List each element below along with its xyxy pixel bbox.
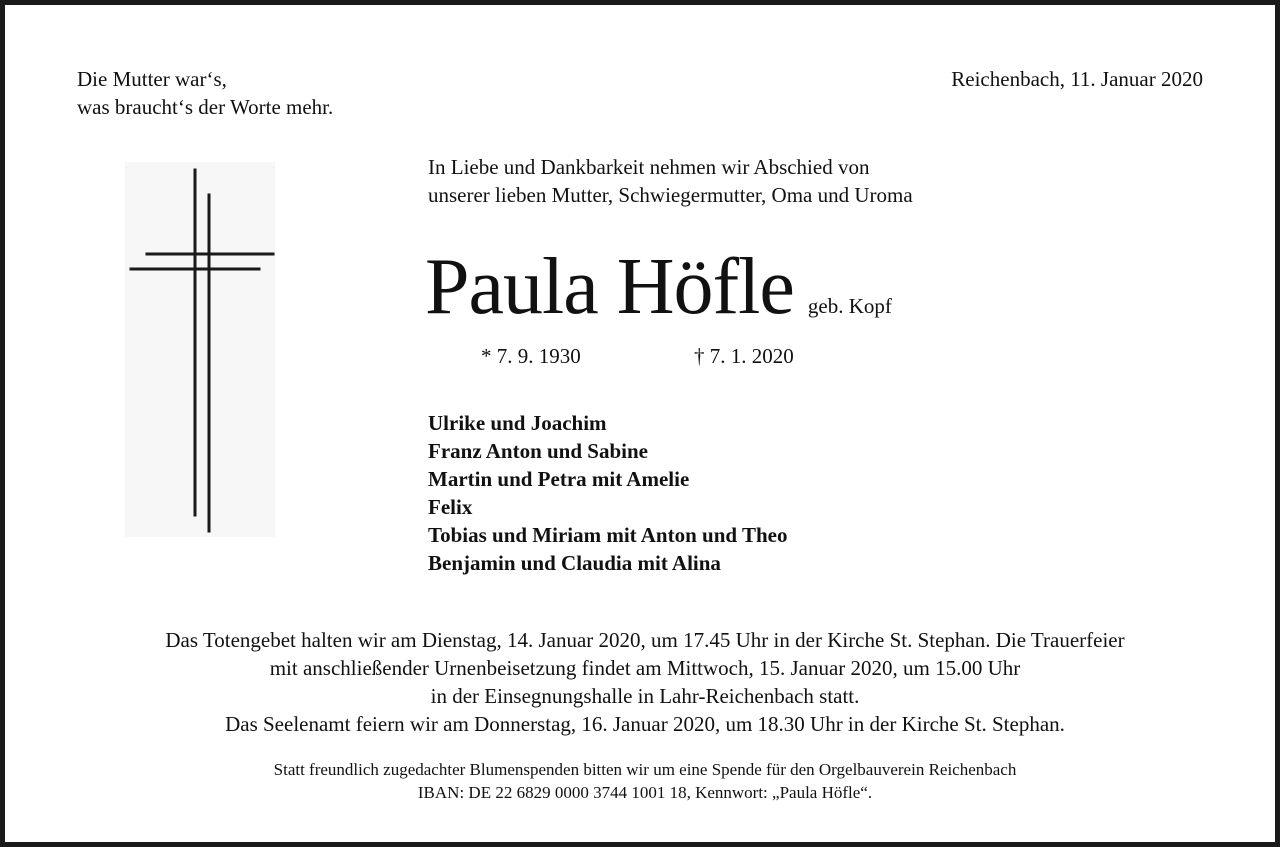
family-member: Benjamin und Claudia mit Alina	[428, 551, 721, 575]
deceased-name-block	[425, 237, 892, 337]
family-member: Martin und Petra mit Amelie	[428, 467, 690, 491]
death-date: † 7. 1. 2020	[694, 344, 794, 368]
service-line: Das Totengebet halten wir am Dienstag, 14. Januar 2020, um 17.45 Uhr in der Kirche St. Stephan. Die Trauerfeier	[165, 628, 1125, 652]
service-details	[45, 626, 1245, 738]
place-and-date: Reichenbach, 11. Januar 2020	[951, 67, 1203, 91]
intro-line: In Liebe und Dankbarkeit nehmen wir Abschied von	[428, 155, 870, 179]
birth-name: geb. Kopf	[807, 294, 892, 318]
family-member: Ulrike und Joachim	[428, 411, 607, 435]
family-member: Tobias und Miriam mit Anton und Theo	[428, 523, 788, 547]
donation-line: Statt freundlich zugedachter Blumenspenden bitten wir um eine Spende für den Orgelbauverein Reichenbach	[273, 760, 1017, 779]
service-line: Das Seelenamt feiern wir am Donnerstag, 16. Januar 2020, um 18.30 Uhr in der Kirche St. Stephan.	[225, 712, 1065, 736]
intro-text	[428, 153, 913, 209]
opening-quote	[77, 65, 333, 121]
service-line: mit anschließender Urnenbeisetzung findet am Mittwoch, 15. Januar 2020, um 15.00 Uhr	[269, 656, 1021, 680]
cross-icon	[125, 162, 275, 537]
family-member: Felix	[428, 495, 473, 519]
donation-request	[45, 758, 1245, 804]
intro-line: unserer lieben Mutter, Schwiegermutter, Oma und Uroma	[428, 183, 913, 207]
quote-line: Die Mutter war‘s,	[77, 67, 227, 91]
family-member: Franz Anton und Sabine	[428, 439, 648, 463]
quote-line: was braucht‘s der Worte mehr.	[77, 95, 334, 119]
donation-line: IBAN: DE 22 6829 0000 3744 1001 18, Kennwort: „Paula Höfle“.	[417, 783, 873, 802]
service-line: in der Einsegnungshalle in Lahr-Reichenbach statt.	[430, 684, 860, 708]
family-list	[428, 409, 787, 577]
birth-date: * 7. 9. 1930	[481, 344, 581, 368]
deceased-name: Paula Höfle	[425, 243, 794, 331]
